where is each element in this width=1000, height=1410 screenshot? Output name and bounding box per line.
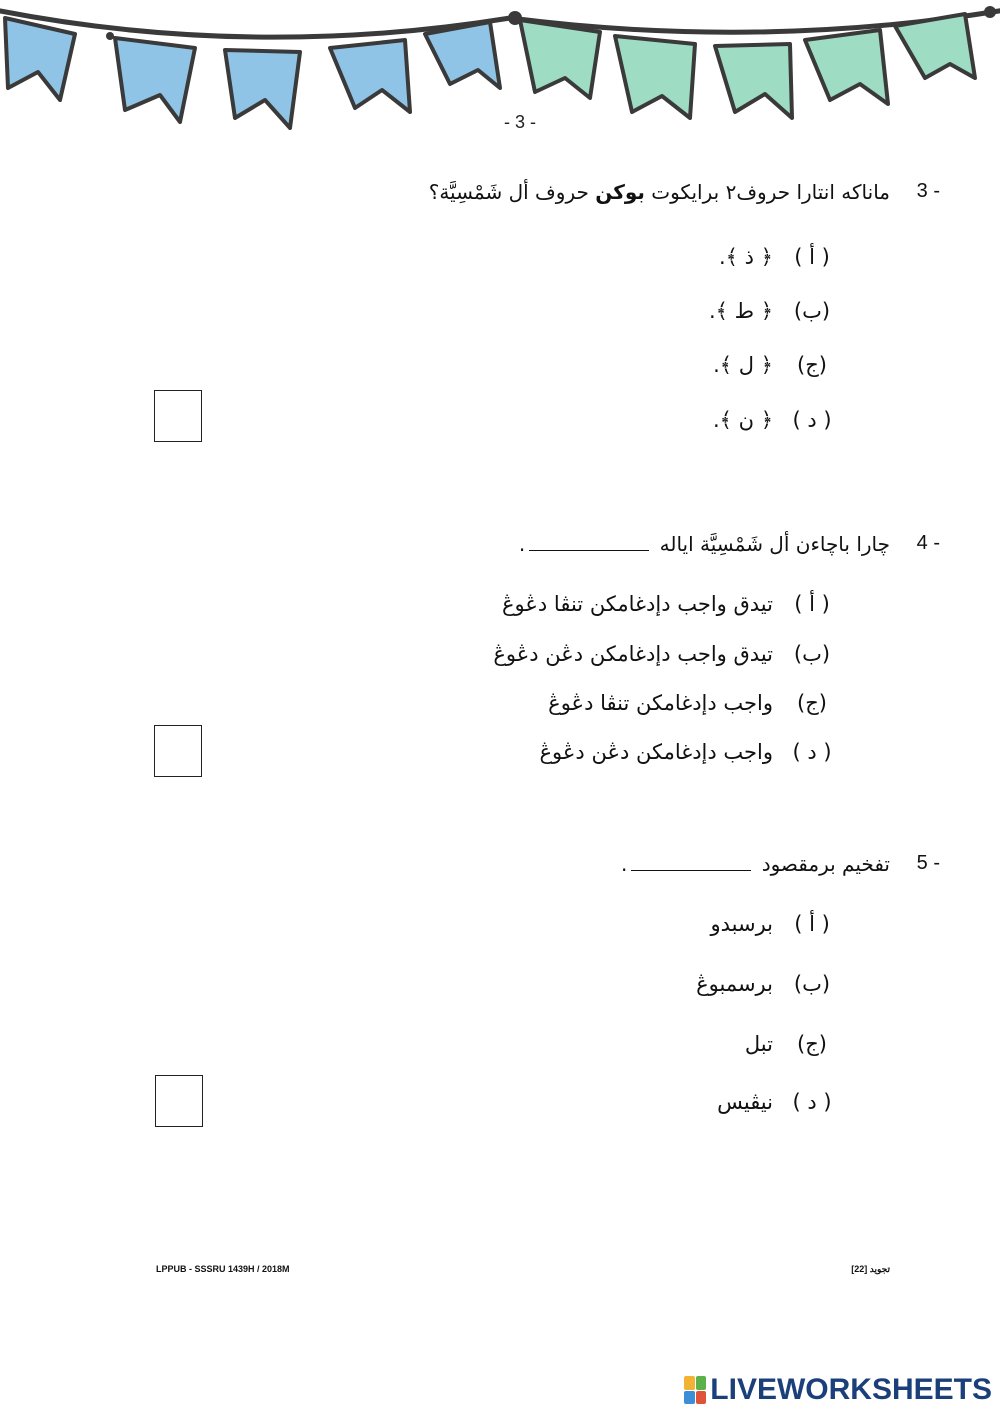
question-emphasis: بوكن bbox=[595, 180, 645, 204]
option-4d bbox=[539, 740, 835, 764]
question-text-end: حروف أل شَمْسِيَّة؟ bbox=[428, 180, 589, 204]
option-text: تيدق واجب دإدغامكن تنڤا دڠوڠ bbox=[502, 592, 773, 616]
option-3d bbox=[712, 408, 835, 432]
option-key: ( أ ) bbox=[794, 592, 830, 616]
option-5c bbox=[744, 1032, 835, 1056]
option-3a bbox=[719, 245, 835, 269]
option-4c bbox=[548, 691, 835, 715]
fill-blank-line bbox=[631, 854, 751, 871]
option-3c bbox=[713, 353, 835, 377]
option-4b bbox=[493, 642, 835, 666]
option-text: تبل bbox=[744, 1032, 773, 1056]
option-text: ﴿ ل ﴾. bbox=[713, 353, 773, 377]
option-key: (ب) bbox=[793, 299, 831, 323]
option-5a bbox=[710, 912, 835, 936]
option-text: ﴿ ن ﴾. bbox=[712, 408, 773, 432]
question-text: چارا باچاءن أل شَمْسِيَّة اياله bbox=[659, 532, 890, 556]
option-key: ( د ) bbox=[792, 408, 832, 432]
question-text: ماناكه انتارا حروف٢ برايكوت bbox=[651, 180, 890, 204]
option-text: برسبدو bbox=[710, 912, 773, 936]
liveworksheets-logo-icon bbox=[684, 1376, 706, 1404]
option-text: ﴿ ط ﴾. bbox=[708, 299, 773, 323]
answer-box-5[interactable] bbox=[155, 1075, 203, 1127]
fill-blank-line bbox=[529, 534, 649, 551]
option-key: ( د ) bbox=[792, 1090, 832, 1114]
question-number: 3 - bbox=[916, 180, 940, 202]
question-number: 4 - bbox=[916, 532, 940, 554]
question-text-end: . bbox=[518, 532, 526, 556]
option-text: تيدق واجب دإدغامكن دڠن دڠوڠ bbox=[493, 642, 773, 666]
liveworksheets-brand bbox=[684, 1374, 992, 1406]
answer-box-3[interactable] bbox=[154, 390, 202, 442]
option-key: (ج) bbox=[797, 1032, 827, 1056]
option-text: برسمبوڠ bbox=[696, 972, 773, 996]
option-key: ( د ) bbox=[792, 740, 832, 764]
footer-code: LPPUB - SSSRU 1439H / 2018M bbox=[156, 1264, 290, 1274]
question-5 bbox=[620, 852, 940, 876]
option-text: ﴿ ذ ﴾. bbox=[719, 245, 773, 269]
option-5b bbox=[696, 972, 835, 996]
brand-name: LIVEWORKSHEETS bbox=[710, 1373, 992, 1406]
question-3 bbox=[428, 180, 940, 204]
option-key: ( أ ) bbox=[794, 245, 830, 269]
footer-subject: تجويد [22] bbox=[851, 1264, 890, 1274]
answer-box-4[interactable] bbox=[154, 725, 202, 777]
option-key: (ب) bbox=[793, 642, 831, 666]
question-text-end: . bbox=[620, 852, 628, 876]
question-number: 5 - bbox=[916, 852, 940, 874]
option-text: واجب دإدغامكن دڠن دڠوڠ bbox=[539, 740, 773, 764]
option-key: (ب) bbox=[793, 972, 831, 996]
green-flags bbox=[520, 14, 975, 118]
option-3b bbox=[708, 299, 835, 323]
option-key: (ج) bbox=[797, 691, 827, 715]
option-4a bbox=[502, 592, 835, 616]
page-number: - 3 - bbox=[503, 112, 536, 132]
bunting-banner bbox=[0, 0, 1000, 130]
option-key: (ج) bbox=[797, 353, 827, 377]
option-5d bbox=[717, 1090, 835, 1114]
option-text: نيڤيس bbox=[717, 1090, 773, 1114]
question-text: تفخيم برمقصود bbox=[761, 852, 890, 876]
option-key: ( أ ) bbox=[794, 912, 830, 936]
option-text: واجب دإدغامكن تنڤا دڠوڠ bbox=[548, 691, 773, 715]
question-4 bbox=[518, 532, 940, 556]
